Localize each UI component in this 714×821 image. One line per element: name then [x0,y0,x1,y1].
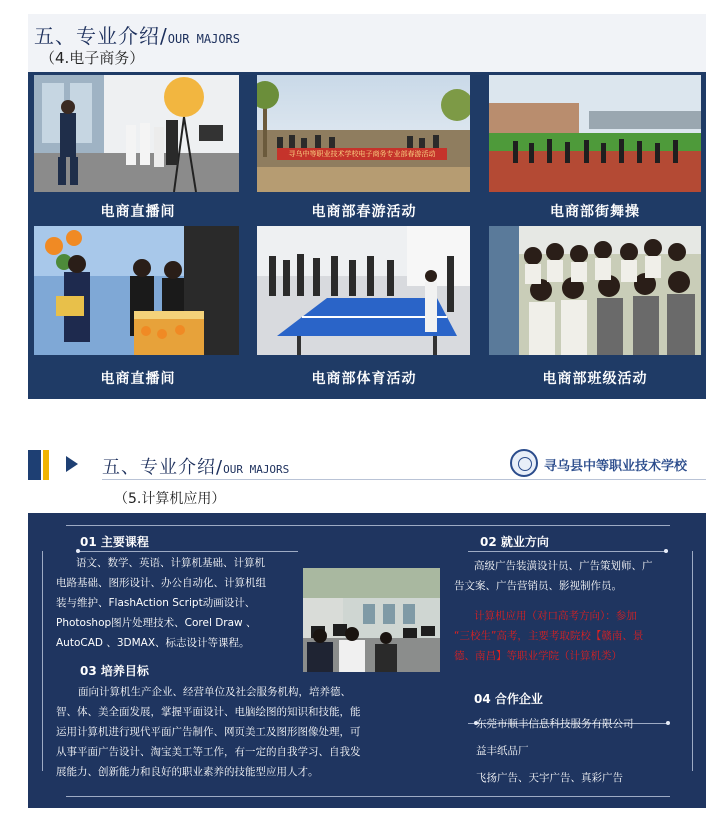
section-title-courses: 01 主要课程 [80,535,149,549]
photo-product-showcase [34,226,239,355]
photo-caption: 电商直播间 [100,371,176,387]
text-line: 语文、数学、英语、计算机基础、计算机 [76,557,265,569]
info-panel [28,513,706,808]
text-line: Photoshop图片处理技术、Corel Draw 、 [56,617,257,629]
text-line: AutoCAD 、3DMAX、标志设计等课程。 [56,637,250,649]
section-title-goals: 03 培养目标 [80,664,149,678]
photo-caption: 电商直播间 [100,204,176,220]
photo-class-group [489,226,701,355]
ecommerce-slide [28,14,706,399]
text-line: 面向计算机生产企业、经营单位及社会服务机构，培养德、 [78,686,351,698]
accent-bar-gold [43,450,49,480]
frame-line-right [692,551,693,771]
photo-caption: 电商部春游活动 [311,204,417,220]
photo-computer-lab [303,568,440,672]
slide-title-en: OUR MAJORS [167,32,240,46]
major-subtitle: （4.电子商务） [40,49,145,67]
company-item: 东莞市顺丰信息科技服务有限公司 [476,718,634,730]
courses-text [56,553,302,653]
frame-line-top [66,525,670,526]
photo-caption: 电商部街舞操 [550,204,640,220]
career-red-text [454,606,676,666]
frame-line-sec1 [78,551,298,552]
photo-livestream-studio [34,75,239,192]
major-subtitle: （5.计算机应用） [114,491,226,507]
goals-text [56,682,436,782]
school-name: 寻乌县中等职业技术学校 [544,459,688,474]
text-line: 电路基础、图形设计、办公自动化、计算机组 [56,577,266,589]
accent-bar-navy [28,450,41,480]
frame-line-left [42,551,43,771]
section-title-partners: 04 合作企业 [474,692,543,706]
text-line: 告文案、广告营销员、影视制作员。 [454,580,622,592]
frame-dot [664,549,668,553]
photo-caption: 电商部班级活动 [542,371,648,387]
text-line: 运用计算机进行现代平面广告制作、网页美工及图形图像处理，可 [56,726,361,738]
slide-header [28,14,706,72]
photo-caption: 电商部体育活动 [311,371,417,387]
text-line: 装与维护、FlashAction Script动画设计、 [56,597,256,609]
photo-grid [28,72,706,399]
slide-title: 五、专业介绍/OUR MAJORS [34,24,240,48]
frame-line-sec2 [468,551,668,552]
frame-line-bottom [66,796,670,797]
section-title-career: 02 就业方向 [480,535,549,549]
text-line: 计算机应用（对口高考方向）：参加 [474,610,637,622]
partners-list [476,711,676,792]
text-line: 德、南昌】等职业学院（计算机类） [454,650,622,662]
slide-title-en: OUR MAJORS [223,463,290,476]
career-text [454,556,676,596]
photo-table-tennis [257,226,470,355]
computer-app-slide [28,445,706,815]
text-line: 智、体、美全面发展，掌握平面设计、电脑绘图的知识和技能，能 [56,706,361,718]
banner-text: 寻乌中等职业技术学校电子商务专业部春游活动 [288,150,436,158]
slide-title: 五、专业介绍/OUR MAJORS [102,457,290,478]
text-line: 从事平面广告设计、淘宝美工等工作，有一定的自我学习、自我发 [56,746,361,758]
photo-spring-outing [257,75,470,192]
company-item: 飞扬广告、天宇广告、真彩广告 [476,772,623,784]
play-arrow-icon [66,456,78,472]
text-line: “三校生”高考，主要考取院校【赣南、景 [454,630,644,642]
header-divider [102,479,706,480]
company-item: 益丰纸品厂 [476,745,529,757]
photo-street-dance [489,75,701,192]
text-line: 展能力、创新能力和良好的职业素养的技能型应用人才。 [56,766,319,778]
text-line: 高级广告装潢设计员、广告策划师、广 [474,560,653,572]
school-logo-icon [510,449,538,477]
